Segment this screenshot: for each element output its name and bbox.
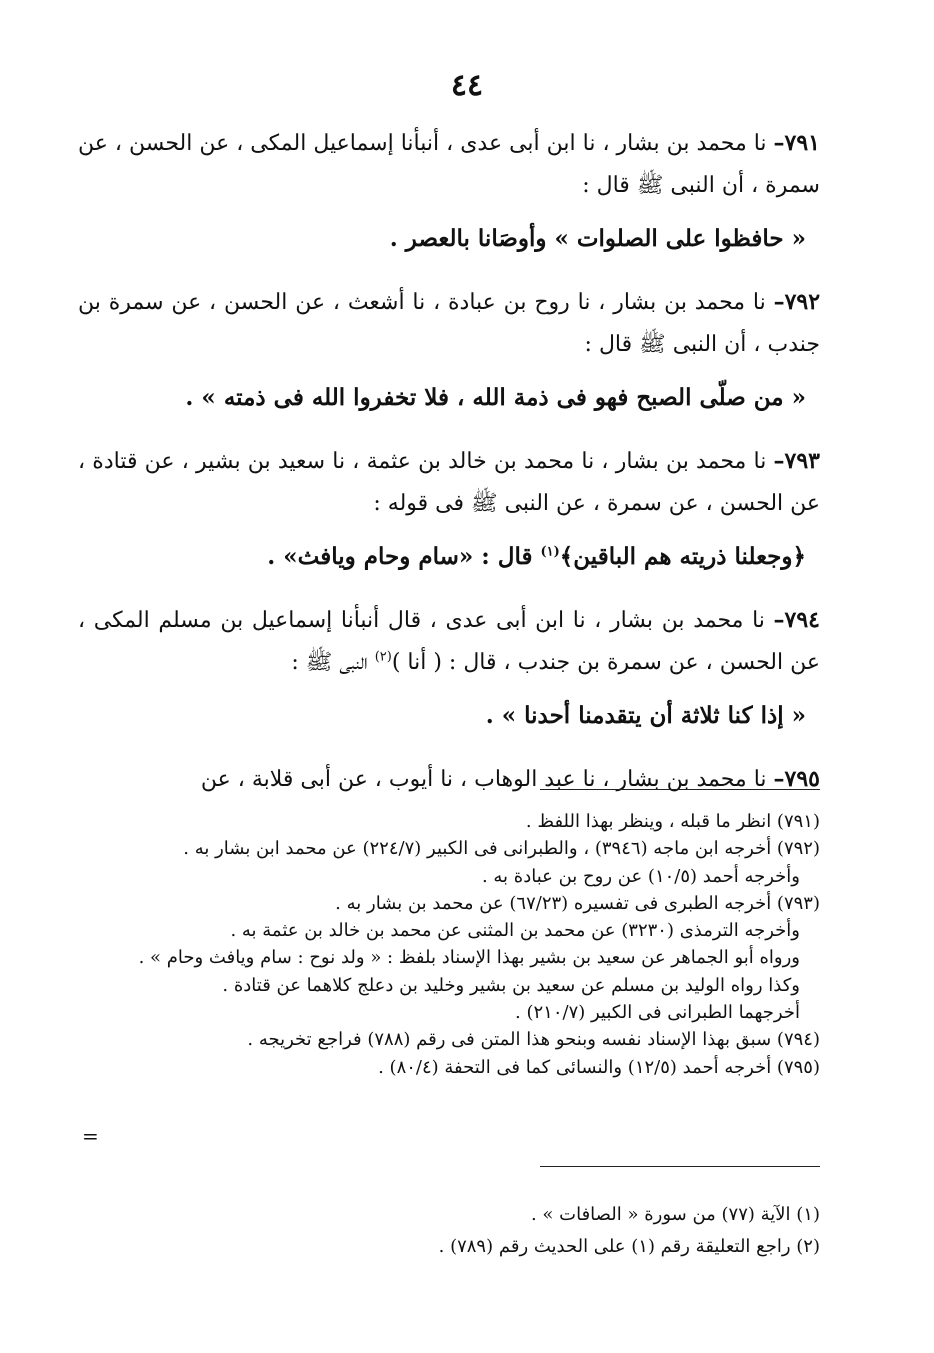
takhrij-line: (٧٩٤) سبق بهذا الإسناد نفسه وبنحو هذا المتن فى رقم (٧٨٨) فراجع تخريجه . bbox=[247, 1029, 820, 1051]
footnote-ref-2: (٢) bbox=[374, 649, 392, 665]
hadith-795 bbox=[78, 758, 820, 801]
footnote-ref-1: (١) bbox=[540, 544, 560, 560]
continuation-mark: = bbox=[82, 1124, 99, 1148]
quran-verse: ﴿وجعلنا ذريته هم الباقين﴾ bbox=[559, 543, 806, 570]
hadith-791 bbox=[78, 122, 820, 259]
hadith-number: ٧٩٤– bbox=[773, 607, 820, 633]
takhrij-divider bbox=[540, 789, 820, 790]
isnad-text: نا محمد بن بشار ، نا ابن أبى عدى ، أنبأنا إسماعيل المكى ، عن الحسن ، عن سمرة ، أن النبى ﷺ قال : bbox=[78, 131, 820, 198]
hadith-793 bbox=[78, 440, 820, 577]
hadith-matn: « إذا كنا ثلاثة أن يتقدمنا أحدنا » . bbox=[485, 702, 806, 729]
hadith-isnad bbox=[78, 281, 820, 366]
takhrij-line: ورواه أبو الجماهر عن سعيد بن بشير بهذا الإسناد بلفظ : « ولد نوح : سام ويافث وحام » . bbox=[138, 947, 800, 969]
hadith-number: ٧٩٢– bbox=[773, 289, 821, 315]
hadith-isnad bbox=[78, 122, 820, 207]
main-text bbox=[78, 122, 820, 801]
takhrij-line: وأخرجه أحمد (١٠/٥) عن روح بن عبادة به . bbox=[481, 865, 800, 887]
isnad-text: نا محمد بن بشار ، نا روح بن عبادة ، نا أشعث ، عن الحسن ، عن سمرة بن جندب ، أن النبى ﷺ قال : bbox=[78, 290, 820, 357]
hadith-number: ٧٩١– bbox=[773, 130, 820, 156]
footnote-line: (٢) راجع التعليقة رقم (١) على الحديث رقم (٧٨٩) . bbox=[438, 1236, 820, 1257]
hadith-matn bbox=[78, 537, 820, 577]
isnad-text: نا محمد بن بشار ، نا عبد الوهاب ، نا أيوب ، عن أبى قلابة ، عن bbox=[200, 767, 767, 792]
takhrij-notes bbox=[78, 808, 820, 1081]
hadith-794 bbox=[78, 599, 820, 736]
hadith-matn: « حافظوا على الصلوات » وأوصَانا بالعصر . bbox=[389, 225, 806, 252]
isnad-text-end: النبى ﷺ : bbox=[291, 650, 375, 675]
takhrij-line: وكذا رواه الوليد بن مسلم عن سعيد بن بشير وخليد بن دعلج كلاهما عن قتادة . bbox=[222, 974, 800, 996]
takhrij-line: (٧٩٢) أخرجه ابن ماجه (٣٩٤٦) ، والطبرانى فى الكبير (٢٢٤/٧) عن محمد ابن بشار به . bbox=[183, 838, 820, 860]
hadith-number: ٧٩٣– bbox=[773, 448, 820, 474]
hadith-isnad bbox=[78, 599, 820, 684]
footnotes-divider bbox=[540, 1166, 820, 1167]
hadith-792 bbox=[78, 281, 820, 418]
takhrij-line: أخرجهما الطبرانى فى الكبير (٢١٠/٧) . bbox=[515, 1002, 800, 1024]
page-number: ٤٤ bbox=[450, 68, 484, 103]
isnad-text: نا محمد بن بشار ، نا محمد بن خالد بن عثمة ، نا سعيد بن بشير ، عن قتادة ، عن الحسن ، عن سمرة ، عن النبى ﷺ فى قوله : bbox=[78, 449, 820, 516]
takhrij-line: وأخرجه الترمذى (٣٢٣٠) عن محمد بن المثنى عن محمد بن خالد بن عثمة به . bbox=[230, 920, 800, 942]
takhrij-line: (٧٩٣) أخرجه الطبرى فى تفسيره (٦٧/٢٣) عن محمد بن بشار به . bbox=[335, 892, 820, 914]
takhrij-line: (٧٩٥) أخرجه أحمد (١٢/٥) والنسائى كما فى التحفة (٨٠/٤) . bbox=[378, 1056, 820, 1078]
matn-text: قال : «سام وحام ويافث» . bbox=[267, 543, 541, 570]
footnote-line: (١) الآية (٧٧) من سورة « الصافات » . bbox=[530, 1204, 820, 1225]
hadith-isnad bbox=[78, 440, 820, 525]
isnad-text: نا محمد بن بشار ، نا ابن أبى عدى ، قال أنبأنا إسماعيل بن مسلم المكى ، عن الحسن ، عن سمرة بن جندب ، قال : ( أنا ) bbox=[78, 608, 820, 675]
hadith-number: ٧٩٥– bbox=[773, 766, 820, 792]
hadith-isnad bbox=[78, 758, 820, 801]
hadith-matn: « من صلّى الصبح فهو فى ذمة الله ، فلا تخفروا الله فى ذمته » . bbox=[185, 384, 806, 411]
footnotes bbox=[78, 1199, 820, 1263]
takhrij-line: (٧٩١) انظر ما قبله ، وينظر بهذا اللفظ . bbox=[525, 811, 820, 832]
